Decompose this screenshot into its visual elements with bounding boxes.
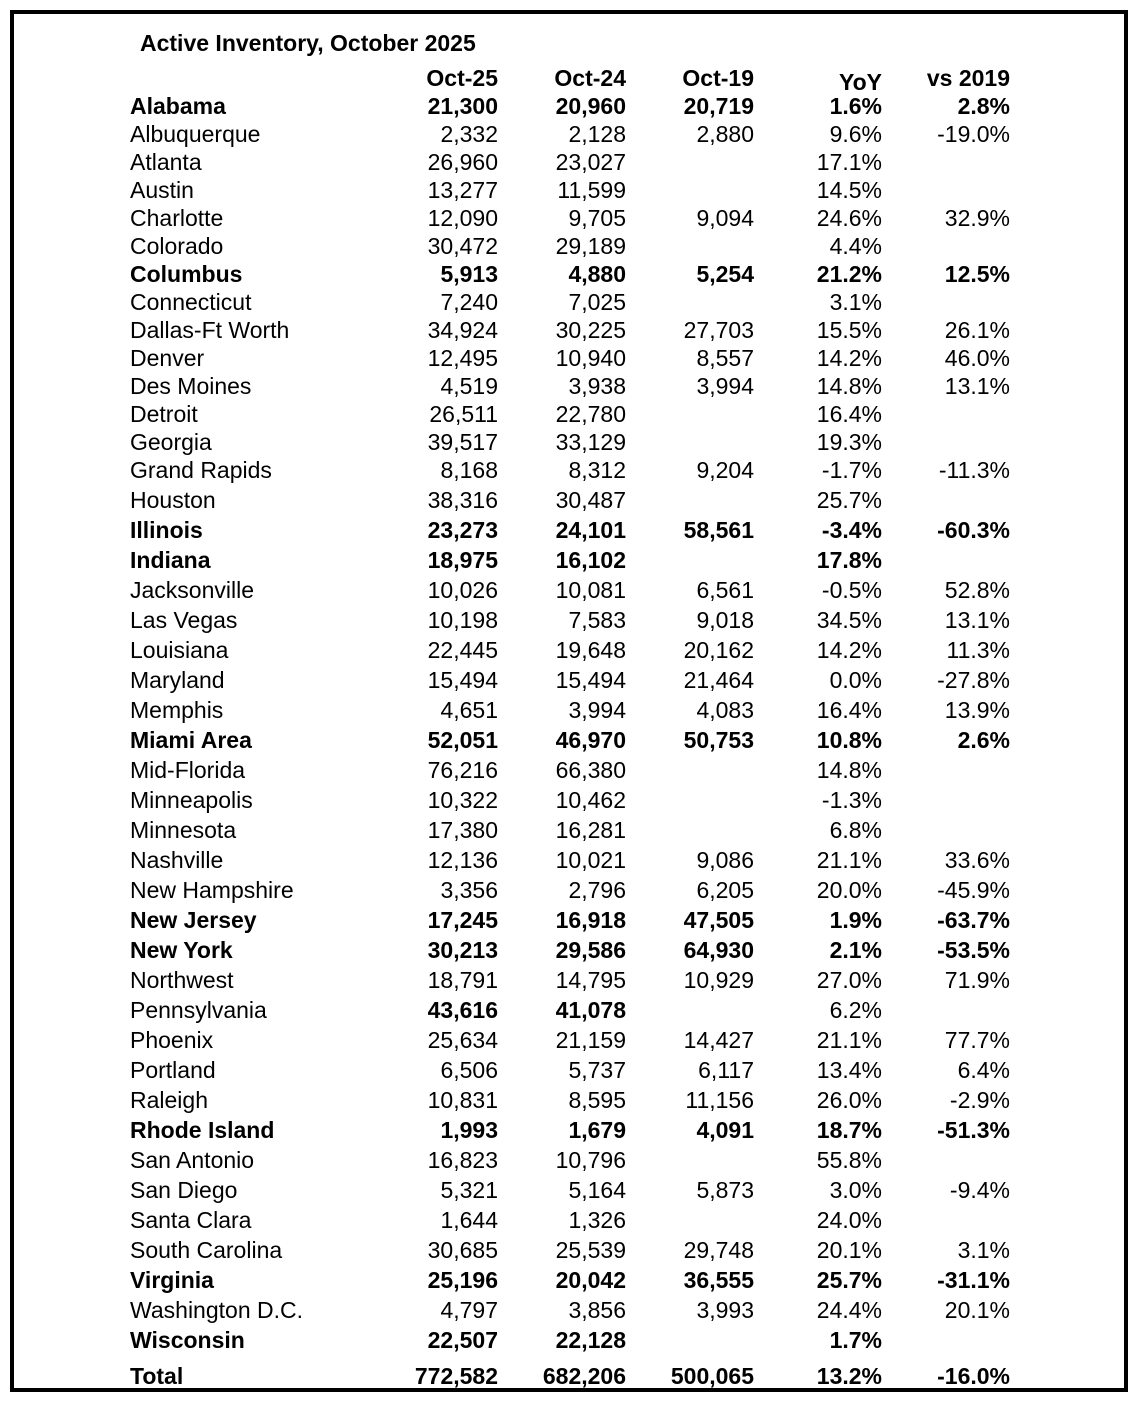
cell-yoy: 21.1% (816, 1027, 882, 1053)
cell-oct24: 8,595 (568, 1087, 626, 1113)
cell-yoy: 16.4% (816, 697, 882, 723)
table-row (14, 372, 1132, 400)
total-oct19: 500,065 (670, 1363, 754, 1389)
cell-oct24: 1,679 (568, 1117, 626, 1143)
cell-yoy: 27.0% (816, 967, 882, 993)
cell-name: Houston (130, 487, 216, 513)
table-row (14, 966, 1132, 994)
table-row (14, 1086, 1132, 1114)
cell-vs2019: 2.6% (957, 727, 1010, 753)
cell-yoy: 19.3% (816, 429, 882, 455)
cell-oct24: 10,940 (555, 345, 626, 371)
cell-oct24: 10,081 (555, 577, 626, 603)
cell-oct19: 3,993 (696, 1297, 754, 1323)
table-row (14, 1116, 1132, 1144)
cell-oct24: 10,796 (555, 1147, 626, 1173)
cell-oct24: 66,380 (555, 757, 626, 783)
cell-yoy: -1.3% (821, 787, 882, 813)
table-row (14, 876, 1132, 904)
cell-name: Indiana (130, 547, 211, 573)
cell-yoy: -1.7% (821, 457, 882, 483)
cell-oct24: 3,938 (568, 373, 626, 399)
table-row (14, 344, 1132, 372)
cell-oct24: 9,705 (568, 205, 626, 231)
cell-oct24: 2,796 (568, 877, 626, 903)
cell-vs2019: -63.7% (937, 907, 1010, 933)
cell-oct25: 76,216 (427, 757, 498, 783)
cell-oct24: 7,025 (568, 289, 626, 315)
cell-yoy: 24.6% (816, 205, 882, 231)
cell-name: San Diego (130, 1177, 238, 1203)
cell-yoy: 6.2% (829, 997, 882, 1023)
cell-oct25: 10,831 (427, 1087, 498, 1113)
table-row (14, 428, 1132, 456)
cell-yoy: 17.1% (816, 149, 882, 175)
table-row (14, 666, 1132, 694)
table-row (14, 816, 1132, 844)
cell-name: South Carolina (130, 1237, 283, 1263)
cell-vs2019: 20.1% (944, 1297, 1010, 1323)
total-oct25: 772,582 (414, 1363, 498, 1389)
cell-name: Charlotte (130, 205, 224, 231)
cell-yoy: 1.7% (829, 1327, 882, 1353)
total-yoy: 13.2% (816, 1363, 882, 1389)
table-row (14, 936, 1132, 964)
table-row (14, 1026, 1132, 1054)
cell-oct24: 16,102 (555, 547, 626, 573)
table-row (14, 1146, 1132, 1174)
cell-name: Denver (130, 345, 205, 371)
cell-oct24: 29,189 (555, 233, 626, 259)
table-row (14, 148, 1132, 176)
table-title: Active Inventory, October 2025 (140, 30, 476, 56)
table-row (14, 996, 1132, 1024)
cell-vs2019: -31.1% (937, 1267, 1010, 1293)
cell-oct25: 16,823 (427, 1147, 498, 1173)
cell-name: Maryland (130, 667, 225, 693)
cell-name: Dallas-Ft Worth (130, 317, 290, 343)
cell-yoy: -0.5% (821, 577, 882, 603)
cell-oct19: 8,557 (696, 345, 754, 371)
cell-name: Nashville (130, 847, 224, 873)
cell-oct25: 52,051 (427, 727, 498, 753)
cell-vs2019: 12.5% (944, 261, 1010, 287)
table-row (14, 456, 1132, 484)
cell-vs2019: -53.5% (937, 937, 1010, 963)
cell-oct24: 10,021 (555, 847, 626, 873)
cell-oct25: 43,616 (427, 997, 498, 1023)
cell-vs2019: 13.1% (944, 607, 1010, 633)
cell-oct19: 20,719 (683, 93, 754, 119)
cell-oct24: 11,599 (557, 177, 626, 203)
cell-name: Des Moines (130, 373, 252, 399)
cell-name: Mid-Florida (130, 757, 246, 783)
table-row (14, 696, 1132, 724)
cell-vs2019: -19.0% (937, 121, 1010, 147)
column-header-vs2019: vs 2019 (926, 65, 1010, 91)
cell-oct24: 24,101 (555, 517, 626, 543)
cell-name: Santa Clara (130, 1207, 252, 1233)
cell-oct25: 21,300 (427, 93, 498, 119)
cell-oct25: 4,797 (440, 1297, 498, 1323)
cell-oct19: 10,929 (683, 967, 754, 993)
cell-yoy: 13.4% (816, 1057, 882, 1083)
cell-name: Raleigh (130, 1087, 208, 1113)
column-header-oct24: Oct-24 (554, 65, 626, 91)
table-row (14, 400, 1132, 428)
cell-oct24: 15,494 (555, 667, 626, 693)
column-header-yoy: YoY (838, 69, 882, 95)
cell-oct25: 12,495 (427, 345, 498, 371)
cell-oct19: 9,086 (696, 847, 754, 873)
cell-oct24: 7,583 (568, 607, 626, 633)
cell-oct25: 17,380 (427, 817, 498, 843)
cell-oct25: 7,240 (440, 289, 498, 315)
cell-oct19: 27,703 (683, 317, 754, 343)
table-row (14, 288, 1132, 316)
table-row (14, 516, 1132, 544)
cell-name: Columbus (130, 261, 243, 287)
table-row (14, 1266, 1132, 1294)
table-row (14, 316, 1132, 344)
cell-yoy: 16.4% (816, 401, 882, 427)
cell-oct25: 30,685 (427, 1237, 498, 1263)
cell-oct25: 17,245 (427, 907, 498, 933)
table-row (14, 846, 1132, 874)
cell-oct24: 30,225 (555, 317, 626, 343)
table-row (14, 726, 1132, 754)
cell-vs2019: 46.0% (944, 345, 1010, 371)
cell-oct24: 20,042 (555, 1267, 626, 1293)
total-vs2019: -16.0% (937, 1363, 1010, 1389)
table-row (14, 120, 1132, 148)
cell-yoy: 14.2% (816, 637, 882, 663)
cell-oct25: 4,519 (440, 373, 498, 399)
cell-oct19: 4,083 (696, 697, 754, 723)
cell-oct24: 16,918 (555, 907, 626, 933)
cell-yoy: 1.9% (829, 907, 882, 933)
cell-oct19: 6,561 (696, 577, 754, 603)
cell-yoy: 14.8% (816, 757, 882, 783)
cell-yoy: 26.0% (816, 1087, 882, 1113)
cell-oct25: 4,651 (440, 697, 498, 723)
cell-yoy: 25.7% (816, 487, 882, 513)
cell-vs2019: -9.4% (949, 1177, 1010, 1203)
table-row (14, 756, 1132, 784)
cell-oct19: 9,094 (696, 205, 754, 231)
cell-oct19: 6,117 (698, 1057, 754, 1083)
table-row (14, 1206, 1132, 1234)
cell-oct19: 4,091 (696, 1117, 754, 1143)
cell-name: Louisiana (130, 637, 229, 663)
cell-name: Wisconsin (130, 1327, 245, 1353)
table-row (14, 1326, 1132, 1354)
cell-vs2019: 26.1% (944, 317, 1010, 343)
cell-oct25: 1,993 (440, 1117, 498, 1143)
cell-oct25: 12,090 (427, 205, 498, 231)
cell-oct25: 22,507 (427, 1327, 498, 1353)
cell-oct24: 29,586 (555, 937, 626, 963)
table-row (14, 1176, 1132, 1204)
cell-name: Detroit (130, 401, 198, 427)
cell-name: Miami Area (130, 727, 252, 753)
cell-yoy: 0.0% (829, 667, 882, 693)
cell-oct25: 26,511 (429, 401, 498, 427)
cell-oct25: 22,445 (427, 637, 498, 663)
cell-yoy: 2.1% (829, 937, 882, 963)
table-row (14, 486, 1132, 514)
cell-name: New Hampshire (130, 877, 294, 903)
cell-oct24: 3,994 (568, 697, 626, 723)
cell-name: Rhode Island (130, 1117, 275, 1143)
cell-oct19: 47,505 (683, 907, 754, 933)
cell-oct25: 2,332 (440, 121, 498, 147)
cell-vs2019: 32.9% (944, 205, 1010, 231)
cell-vs2019: 13.1% (944, 373, 1010, 399)
cell-vs2019: 3.1% (957, 1237, 1010, 1263)
cell-name: New Jersey (130, 907, 257, 933)
cell-yoy: 21.1% (816, 847, 882, 873)
cell-oct19: 36,555 (683, 1267, 754, 1293)
cell-oct24: 10,462 (555, 787, 626, 813)
cell-vs2019: 6.4% (957, 1057, 1010, 1083)
cell-yoy: 14.8% (816, 373, 882, 399)
cell-name: Pennsylvania (130, 997, 267, 1023)
cell-oct25: 34,924 (427, 317, 498, 343)
cell-yoy: 34.5% (816, 607, 882, 633)
cell-oct19: 21,464 (683, 667, 754, 693)
cell-name: Virginia (130, 1267, 214, 1293)
cell-yoy: 18.7% (816, 1117, 882, 1143)
cell-oct19: 29,748 (683, 1237, 754, 1263)
cell-yoy: 24.4% (816, 1297, 882, 1323)
cell-yoy: 14.2% (816, 345, 882, 371)
table-row (14, 1056, 1132, 1084)
cell-yoy: 6.8% (829, 817, 882, 843)
cell-vs2019: 77.7% (944, 1027, 1010, 1053)
cell-oct24: 20,960 (555, 93, 626, 119)
cell-name: Minnesota (130, 817, 237, 843)
cell-oct24: 22,780 (555, 401, 626, 427)
cell-oct25: 26,960 (427, 149, 498, 175)
cell-vs2019: -51.3% (937, 1117, 1010, 1143)
cell-oct19: 50,753 (683, 727, 754, 753)
table-row (14, 232, 1132, 260)
cell-oct24: 4,880 (568, 261, 626, 287)
cell-oct25: 5,913 (440, 261, 498, 287)
table-row (14, 546, 1132, 574)
cell-vs2019: -27.8% (937, 667, 1010, 693)
cell-name: Minneapolis (130, 787, 253, 813)
total-oct24: 682,206 (542, 1363, 626, 1389)
cell-oct24: 16,281 (555, 817, 626, 843)
cell-name: Colorado (130, 233, 224, 259)
cell-name: Portland (130, 1057, 216, 1083)
table-row (14, 906, 1132, 934)
cell-oct24: 14,795 (555, 967, 626, 993)
cell-yoy: 3.0% (829, 1177, 882, 1203)
cell-oct25: 25,196 (427, 1267, 498, 1293)
cell-oct19: 11,156 (685, 1087, 754, 1113)
cell-vs2019: 71.9% (944, 967, 1010, 993)
cell-vs2019: -2.9% (949, 1087, 1010, 1113)
table-row (14, 1236, 1132, 1264)
column-header-oct19: Oct-19 (682, 65, 754, 91)
cell-oct24: 46,970 (555, 727, 626, 753)
cell-oct25: 12,136 (427, 847, 498, 873)
cell-name: Illinois (130, 517, 203, 543)
cell-yoy: 15.5% (816, 317, 882, 343)
table-row (14, 204, 1132, 232)
cell-yoy: 17.8% (816, 547, 882, 573)
cell-name: San Antonio (130, 1147, 255, 1173)
cell-oct25: 6,506 (440, 1057, 498, 1083)
table-row (14, 260, 1132, 288)
cell-vs2019: -45.9% (937, 877, 1010, 903)
cell-oct25: 8,168 (440, 457, 498, 483)
cell-name: Jacksonville (130, 577, 254, 603)
cell-yoy: 14.5% (816, 177, 882, 203)
column-header-row (14, 64, 1132, 95)
cell-yoy: 55.8% (816, 1147, 882, 1173)
table-frame (10, 10, 1128, 1392)
cell-yoy: 21.2% (816, 261, 882, 287)
cell-oct24: 33,129 (555, 429, 626, 455)
cell-oct24: 25,539 (555, 1237, 626, 1263)
cell-oct25: 1,644 (440, 1207, 498, 1233)
cell-oct25: 39,517 (427, 429, 498, 455)
cell-yoy: 4.4% (829, 233, 882, 259)
cell-name: Albuquerque (130, 121, 261, 147)
cell-oct25: 10,198 (427, 607, 498, 633)
cell-name: Northwest (130, 967, 234, 993)
cell-name: Washington D.C. (130, 1297, 303, 1323)
cell-oct25: 18,975 (427, 547, 498, 573)
cell-oct24: 30,487 (555, 487, 626, 513)
cell-oct19: 14,427 (683, 1027, 754, 1053)
cell-oct19: 3,994 (696, 373, 754, 399)
cell-vs2019: 52.8% (944, 577, 1010, 603)
cell-oct19: 5,873 (696, 1177, 754, 1203)
cell-name: Memphis (130, 697, 224, 723)
cell-vs2019: -11.3% (938, 457, 1010, 483)
cell-oct24: 5,737 (568, 1057, 626, 1083)
cell-oct19: 5,254 (696, 261, 754, 287)
cell-name: Connecticut (130, 289, 252, 315)
cell-yoy: 1.6% (829, 93, 882, 119)
cell-name: Grand Rapids (130, 457, 272, 483)
table-row (14, 636, 1132, 664)
cell-oct19: 58,561 (683, 517, 754, 543)
table-row (14, 176, 1132, 204)
cell-oct25: 5,321 (440, 1177, 498, 1203)
cell-yoy: 3.1% (829, 289, 882, 315)
cell-oct19: 9,204 (696, 457, 754, 483)
cell-yoy: 10.8% (816, 727, 882, 753)
cell-oct24: 2,128 (568, 121, 626, 147)
cell-vs2019: -60.3% (937, 517, 1010, 543)
table-row (14, 1296, 1132, 1324)
cell-oct19: 2,880 (696, 121, 754, 147)
cell-vs2019: 11.3% (946, 637, 1010, 663)
cell-oct25: 3,356 (440, 877, 498, 903)
cell-name: Austin (130, 177, 194, 203)
cell-yoy: 20.1% (816, 1237, 882, 1263)
cell-vs2019: 2.8% (957, 93, 1010, 119)
cell-oct24: 23,027 (555, 149, 626, 175)
cell-oct19: 9,018 (696, 607, 754, 633)
total-row (14, 1362, 1132, 1390)
cell-oct24: 8,312 (568, 457, 626, 483)
cell-oct24: 22,128 (555, 1327, 626, 1353)
cell-oct25: 38,316 (427, 487, 498, 513)
cell-oct25: 15,494 (427, 667, 498, 693)
cell-oct19: 6,205 (696, 877, 754, 903)
cell-oct19: 64,930 (683, 937, 754, 963)
cell-oct25: 23,273 (427, 517, 498, 543)
column-header-oct25: Oct-25 (426, 65, 498, 91)
cell-yoy: 20.0% (816, 877, 882, 903)
table-row (14, 786, 1132, 814)
cell-oct24: 21,159 (555, 1027, 626, 1053)
cell-oct25: 30,472 (427, 233, 498, 259)
cell-name: New York (130, 937, 233, 963)
cell-name: Atlanta (130, 149, 202, 175)
cell-oct25: 13,277 (427, 177, 498, 203)
cell-yoy: 9.6% (829, 121, 882, 147)
cell-oct25: 10,026 (427, 577, 498, 603)
cell-oct24: 1,326 (568, 1207, 626, 1233)
cell-name: Georgia (130, 429, 212, 455)
cell-oct24: 41,078 (555, 997, 626, 1023)
cell-vs2019: 13.9% (944, 697, 1010, 723)
cell-yoy: -3.4% (821, 517, 882, 543)
cell-name: Alabama (130, 93, 226, 119)
cell-oct25: 10,322 (427, 787, 498, 813)
cell-oct25: 25,634 (427, 1027, 498, 1053)
cell-oct25: 18,791 (427, 967, 498, 993)
cell-oct24: 3,856 (568, 1297, 626, 1323)
cell-yoy: 25.7% (816, 1267, 882, 1293)
table-row (14, 92, 1132, 120)
cell-name: Phoenix (130, 1027, 214, 1053)
cell-oct24: 19,648 (555, 637, 626, 663)
cell-vs2019: 33.6% (944, 847, 1010, 873)
total-label: Total (130, 1363, 184, 1389)
cell-yoy: 24.0% (816, 1207, 882, 1233)
table-row (14, 606, 1132, 634)
cell-oct24: 5,164 (568, 1177, 626, 1203)
table-row (14, 576, 1132, 604)
cell-oct19: 20,162 (683, 637, 754, 663)
cell-oct25: 30,213 (427, 937, 498, 963)
cell-name: Las Vegas (130, 607, 238, 633)
